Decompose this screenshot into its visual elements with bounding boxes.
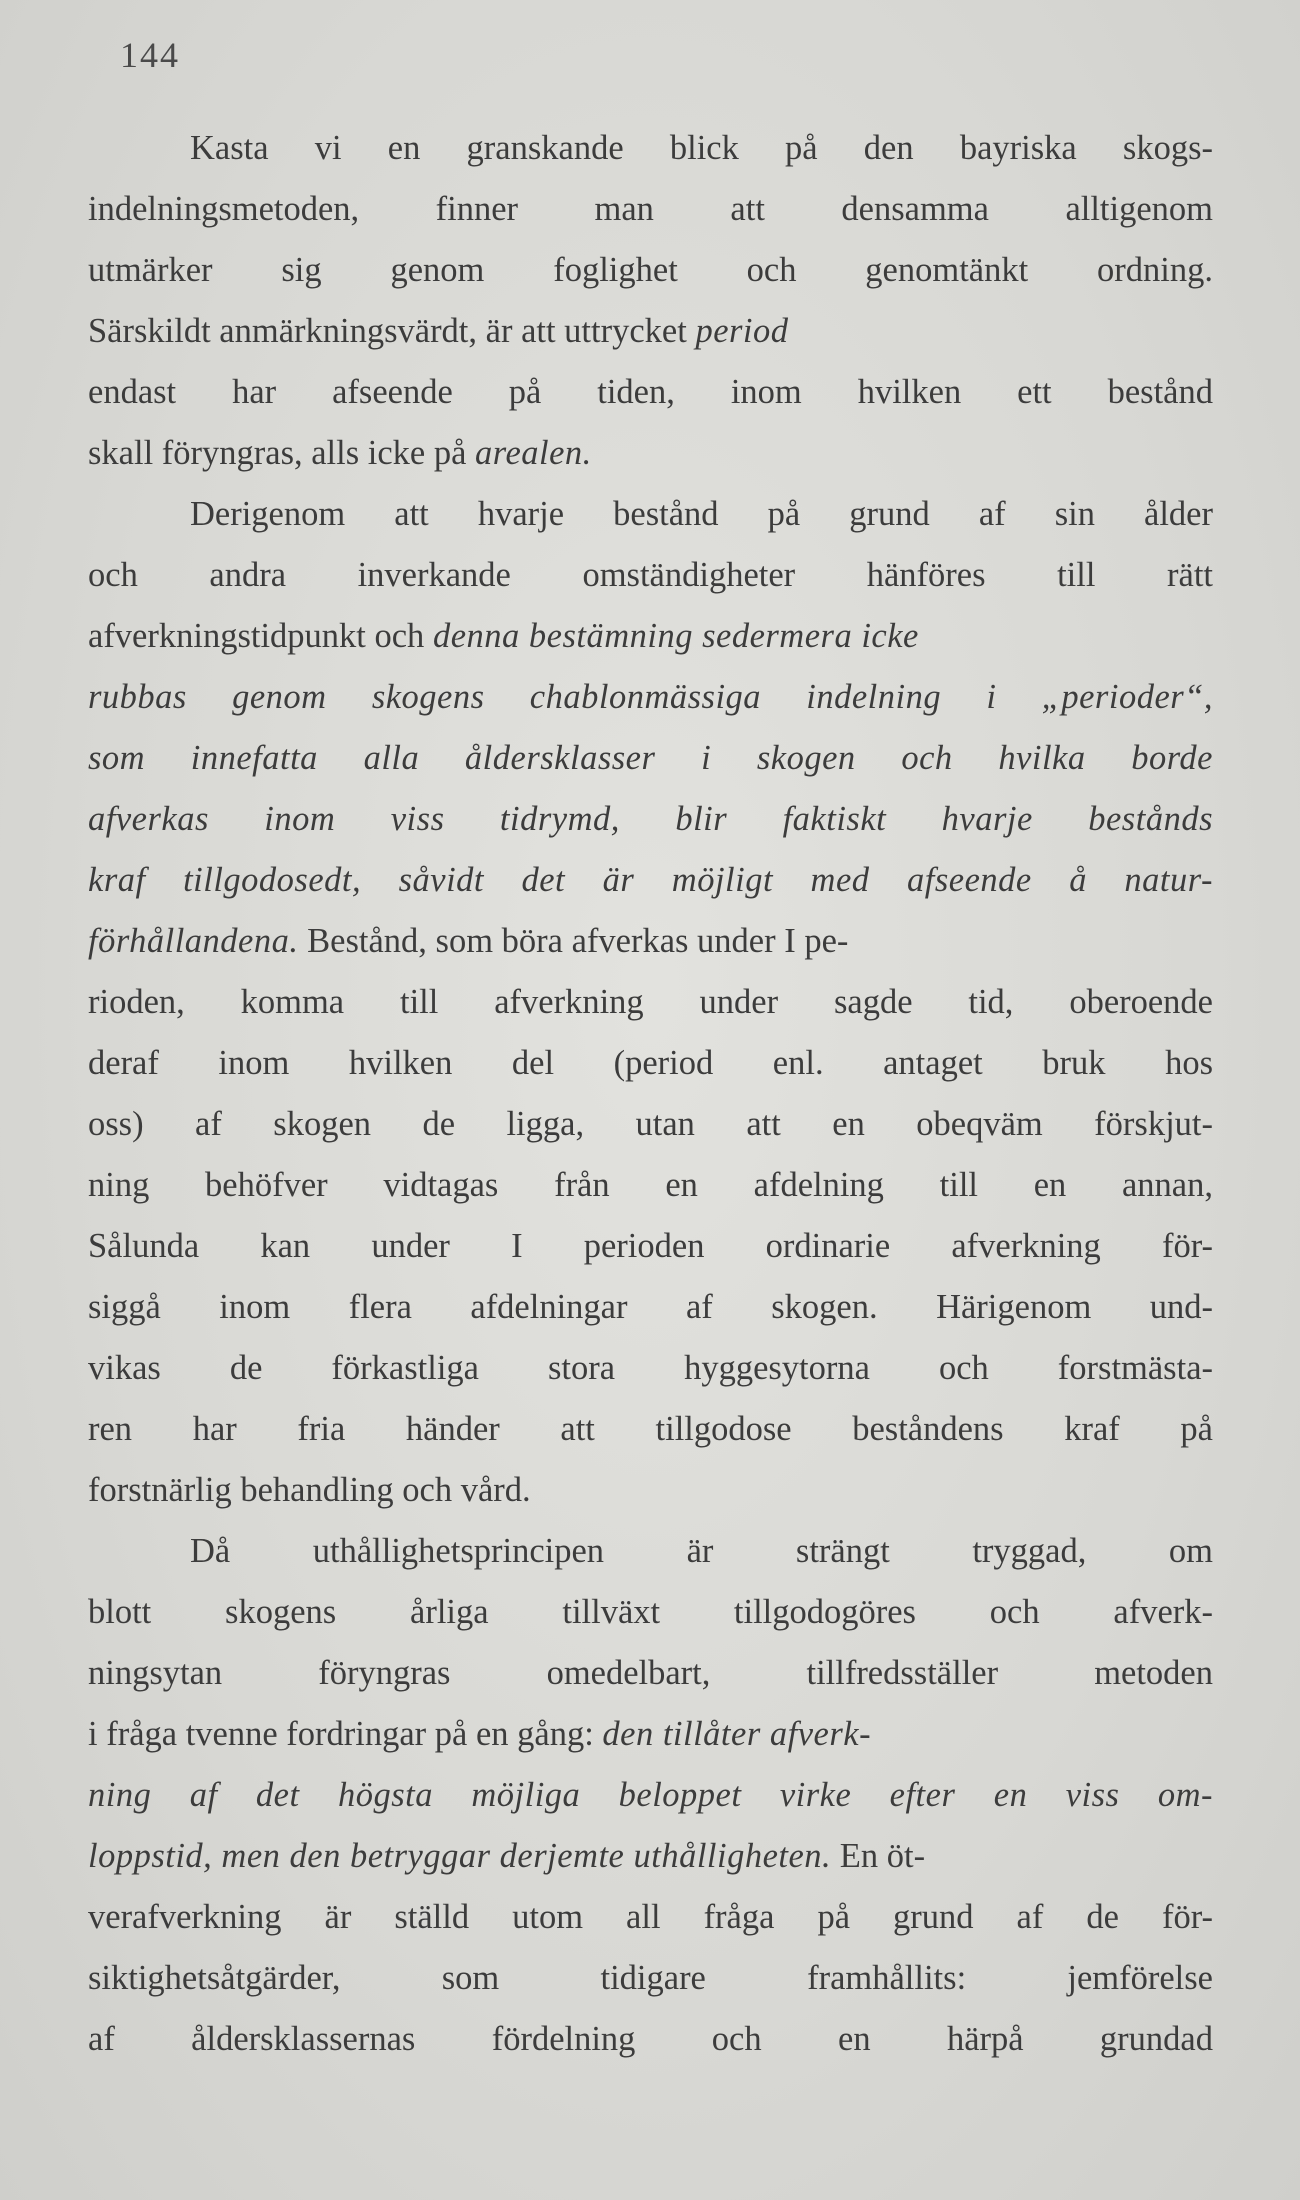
text-line: blott skogens årliga tillväxt tillgodogöres och afverk- [88, 1593, 1213, 1631]
text-span: skall föryngras, alls icke på [88, 434, 476, 472]
text-line [88, 311, 789, 351]
text-line: Kasta vi en granskande blick på den bayriska skogs- [190, 129, 1213, 167]
text-line [88, 616, 919, 656]
text-span: En öt- [831, 1837, 926, 1875]
text-line: endast har afseende på tiden, inom hvilken ett bestånd [88, 373, 1213, 411]
italic-span: rubbas genom skogens chablonmässiga indelning i „perioder“, [88, 678, 1213, 716]
text-line: verafverkning är ställd utom all fråga på grund af de för- [88, 1898, 1213, 1936]
italic-span: förhållandena. [88, 922, 299, 960]
text-line [88, 860, 1213, 900]
italic-span: arealen. [475, 434, 592, 472]
text-line [88, 677, 1213, 717]
text-line: utmärker sig genom foglighet och genomtänkt ordning. [88, 251, 1213, 289]
text-line: af åldersklassernas fördelning och en härpå grundad [88, 2020, 1213, 2058]
italic-span: afverkas inom viss tidrymd, blir faktiskt hvarje bestånds [88, 800, 1213, 838]
text-line [88, 1836, 925, 1876]
text-line: Derigenom att hvarje bestånd på grund af sin ålder [190, 495, 1213, 533]
text-span: Bestånd, som böra afverkas under I pe- [298, 922, 849, 960]
page-number: 144 [120, 35, 180, 75]
italic-span: den tillåter afverk- [602, 1715, 872, 1753]
text-line: forstnärlig behandling och vård. [88, 1471, 531, 1509]
italic-span: loppstid, men den betryggar derjemte uthålligheten. [88, 1837, 832, 1875]
italic-span: denna bestämning sedermera icke [432, 617, 919, 655]
text-line [88, 799, 1213, 839]
italic-span: kraf tillgodosedt, såvidt det är möjligt med afseende å natur- [88, 861, 1213, 899]
text-line: ning behöfver vidtagas från en afdelning till en annan, [88, 1166, 1213, 1204]
italic-span: ning af det högsta möjliga beloppet virke efter en viss om- [88, 1776, 1213, 1814]
text-line [88, 1714, 871, 1754]
text-line: indelningsmetoden, finner man att densamma alltigenom [88, 190, 1213, 228]
text-line: siktighetsåtgärder, som tidigare framhållits: jemförelse [88, 1959, 1213, 1997]
text-line: siggå inom flera afdelningar af skogen. Härigenom und- [88, 1288, 1213, 1326]
text-line: Sålunda kan under I perioden ordinarie afverkning för- [88, 1227, 1213, 1265]
text-line: deraf inom hvilken del (period enl. antaget bruk hos [88, 1044, 1213, 1082]
text-line: vikas de förkastliga stora hyggesytorna och forstmästa- [88, 1349, 1213, 1387]
text-line: ren har fria händer att tillgodose beståndens kraf på [88, 1410, 1213, 1448]
text-line: oss) af skogen de ligga, utan att en obeqväm förskjut- [88, 1105, 1213, 1143]
text-span: afverkningstidpunkt och [88, 617, 433, 655]
text-span: Särskildt anmärkningsvärdt, är att uttrycket [88, 312, 696, 350]
text-line: ningsytan föryngras omedelbart, tillfredsställer metoden [88, 1654, 1213, 1692]
text-line [88, 738, 1213, 778]
italic-span: period [695, 312, 789, 350]
text-line [88, 1775, 1213, 1815]
text-line: rioden, komma till afverkning under sagde tid, oberoende [88, 983, 1213, 1021]
italic-span: som innefatta alla åldersklasser i skogen och hvilka borde [88, 739, 1213, 777]
text-line: och andra inverkande omständigheter hänföres till rätt [88, 556, 1213, 594]
text-line [88, 433, 592, 473]
text-line: Då uthållighetsprincipen är strängt tryggad, om [190, 1532, 1213, 1570]
text-line [88, 921, 848, 961]
text-span: i fråga tvenne fordringar på en gång: [88, 1715, 603, 1753]
